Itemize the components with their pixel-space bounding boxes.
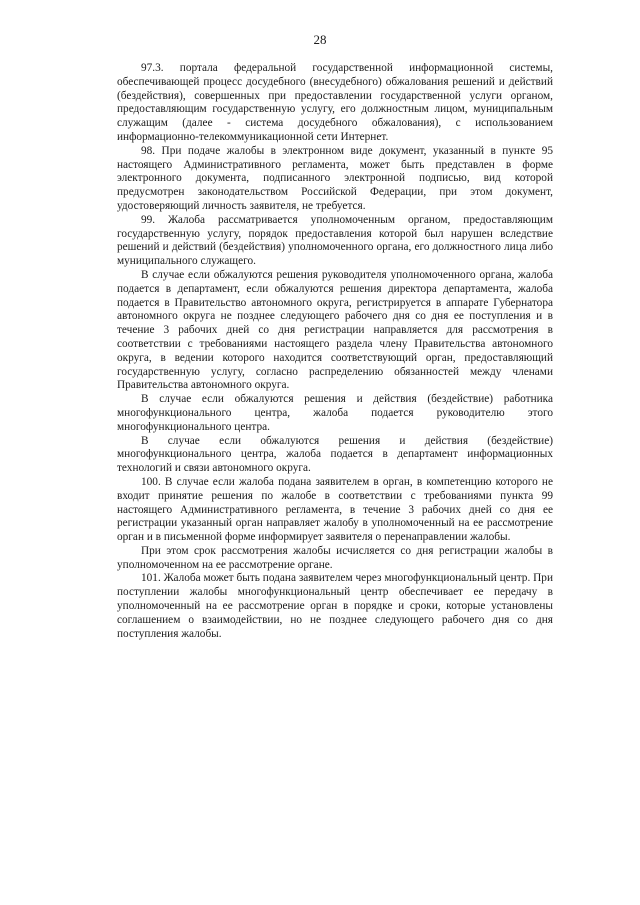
paragraph-98: 98. При подаче жалобы в электронном виде документ, указанный в пункте 95 настоящего Административного регламента, может быть представлен в форме электронного документа, подписанного электронной подписью, вид которой предусмотрен законодательством Российской Федерации, при этом документ, удостоверяющий личность заявителя, не требуется. (117, 144, 553, 212)
paragraph-101: 101. Жалоба может быть подана заявителем через многофункциональный центр. При поступлении жалобы многофункциональный центр обеспечивает ее передачу в уполномоченный на ее рассмотрение орган в порядке и сроки, которые установлены соглашением о взаимодействии, но не позднее следующего рабочего дня со дня поступления жалобы. (117, 572, 553, 640)
page-number: 28 (313, 32, 327, 47)
paragraph-100: 100. В случае если жалоба подана заявителем в орган, в компетенцию которого не входит принятие решения по жалобе в соответствии с требованиями пункта 99 настоящего Административного регламента, в течение 3 рабочих дней со дня ее регистрации указанный орган направляет жалобу в уполномоченный на ее рассмотрение орган и в письменной форме информирует заявителя о перенаправлении жалобы. (117, 475, 553, 544)
paragraph-100-term: При этом срок рассмотрения жалобы исчисляется со дня регистрации жалобы в уполномоченном на ее рассмотрение органе. (117, 544, 553, 571)
document-body (117, 62, 553, 641)
paragraph-97-3: 97.3. портала федеральной государственной информационной системы, обеспечивающей процесс досудебного (внесудебного) обжалования решений и действий (бездействия), совершенных при предоставлении государственной услуги органом, предоставляющим государственную услугу, его должностным лицом, муниципальным служащим (далее - система досудебного обжалования), с использованием информационно-телекоммуникационной сети Интернет. (117, 62, 553, 143)
paragraph-99: 99. Жалоба рассматривается уполномоченным органом, предоставляющим государственную услугу, порядок предоставления которой был нарушен вследствие решений и действий (бездействия) уполномоченного органа, его должностного лица либо муниципального служащего. (117, 213, 553, 268)
paragraph-99-director-appeal: В случае если обжалуются решения руководителя уполномоченного органа, жалоба подается в департамент, если обжалуются решения директора департамента, жалоба подается в Правительство автономного округа, регистрируется в аппарате Губернатора автономного округа не позднее следующего рабочего дня со дня ее поступления и в течение 3 рабочих дней со дня регистрации направляется для рассмотрения в соответствии с требованиями настоящего раздела члену Правительства автономного округа, в ведении которого находится соответствующий орган, предоставляющий государственную услугу, согласно распределению обязанностей между членами Правительства автономного округа. (117, 268, 553, 392)
paragraph-99-mfc-employee: В случае если обжалуются решения и действия (бездействие) работника многофункционального центра, жалоба подается руководителю этого многофункционального центра. (117, 393, 553, 433)
paragraph-99-mfc: В случае если обжалуются решения и действия (бездействие) многофункционального центра, жалоба подается в департамент информационных технологий и связи автономного округа. (117, 434, 553, 475)
